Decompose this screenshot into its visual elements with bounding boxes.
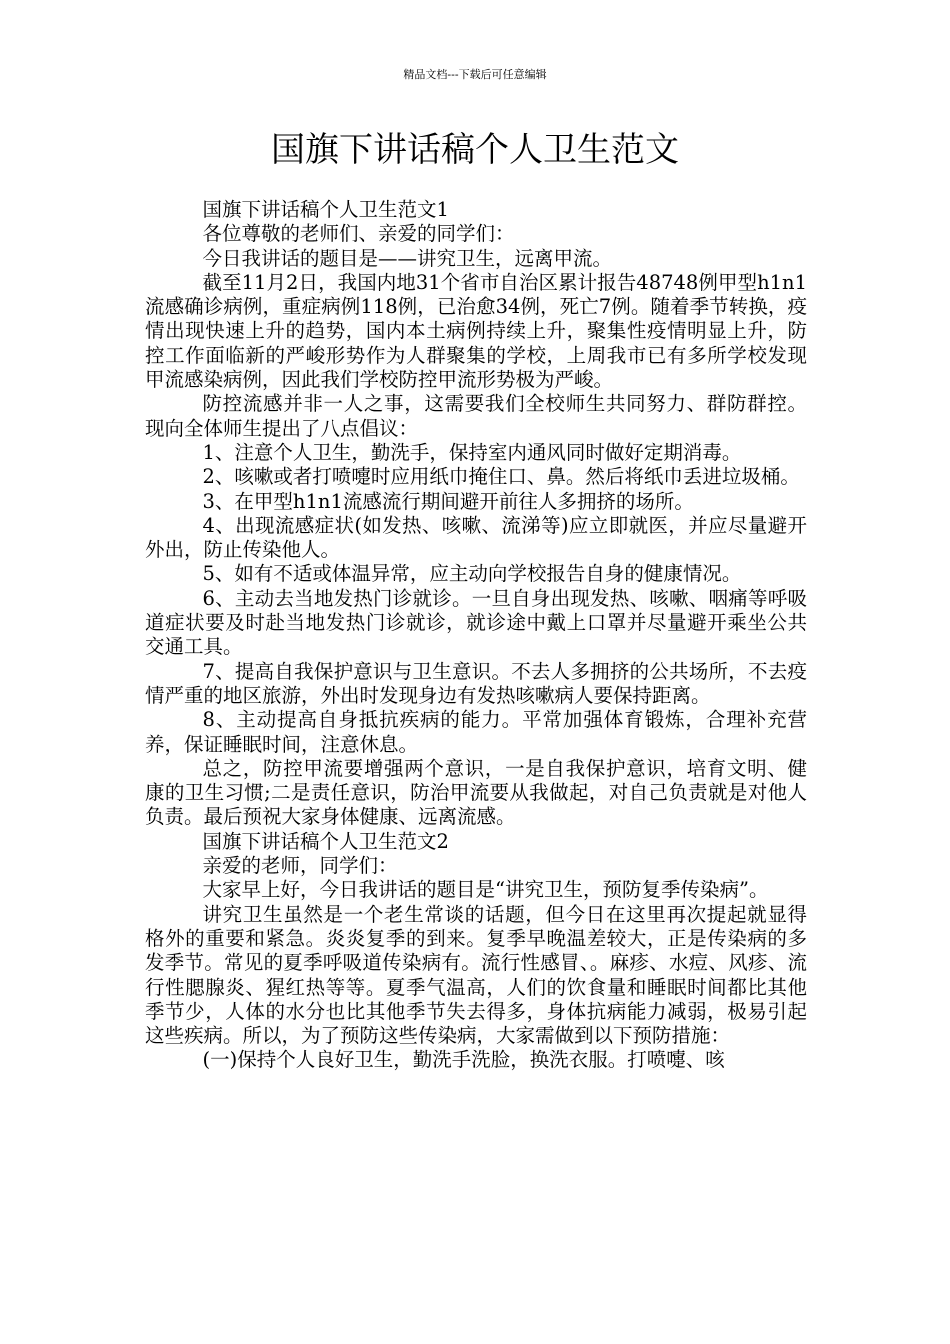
paragraph-section-heading-2: 国旗下讲话稿个人卫生范文2 (202, 829, 449, 853)
paragraph-section-heading-1: 国旗下讲话稿个人卫生范文1 (202, 198, 449, 221)
paragraph-item-3: 3、在甲型h1n1流感流行期间避开前往人多拥挤的场所。 (202, 489, 694, 513)
paragraph-statistics: 截至11月2日，我国内地31个省市自治区累计报告48748例甲型h1n1流感确诊病例，重症病例118例，已治愈34例，死亡7例。随着季节转换，疫情出现快速上升的趋势，国内本土病例持续上升，聚集性疫情明显上升，防控工作面临新的严峻形势作为人群聚集的学校，上周我市已有多所学校发现甲流感染病例，因此我们学校防控甲流形势极为严峻。 (145, 270, 807, 392)
header-note: 精品文档---下载后可任意编辑 (403, 68, 547, 81)
paragraph-summary: 总之，防控甲流要增强两个意识，一是自我保护意识，培育文明、健康的卫生习惯;二是责任意识，防治甲流要从我做起，对自己负责就是对他人负责。最后预祝大家身体健康、远离流感。 (145, 756, 807, 829)
document-body (145, 198, 807, 1073)
paragraph-item-1: 1、注意个人卫生，勤洗手，保持室内通风同时做好定期消毒。 (202, 440, 742, 464)
paragraph-item-8: 8、主动提高自身抵抗疾病的能力。平常加强体育锻炼，合理补充营养，保证睡眠时间，注意休息。 (145, 708, 807, 756)
paragraph-salutation-1: 各位尊敬的老师们、亲爱的同学们： (202, 222, 515, 246)
paragraph-salutation-2: 亲爱的老师，同学们： (202, 854, 398, 878)
paragraph-item-5: 5、如有不适或体温异常，应主动向学校报告自身的健康情况。 (202, 562, 742, 586)
paragraph-topic-2: 大家早上好，今日我讲话的题目是“讲究卫生，预防复季传染病”。 (202, 878, 769, 902)
paragraph-item-4: 4、出现流感症状(如发热、咳嗽、流涕等)应立即就医，并应尽量避开外出，防止传染他人。 (145, 513, 807, 562)
paragraph-topic-1: 今日我讲话的题目是——讲究卫生，远离甲流。 (202, 246, 613, 270)
paragraph-item-2: 2、咳嗽或者打喷嚏时应用纸巾掩住口、鼻。然后将纸巾丢进垃圾桶。 (202, 465, 800, 489)
paragraph-proposal-intro: 防控流感并非一人之事，这需要我们全校师生共同努力、群防群控。现向全体师生提出了八点倡议： (145, 392, 807, 440)
paragraph-item-7: 7、提高自我保护意识与卫生意识。不去人多拥挤的公共场所，不去疫情严重的地区旅游，外出时发现身边有发热咳嗽病人要保持距离。 (145, 659, 807, 707)
paragraph-measure-1: (一)保持个人良好卫生，勤洗手洗脸，换洗衣服。打喷嚏、咳 (202, 1048, 725, 1072)
document-title: 国旗下讲话稿个人卫生范文 (271, 130, 679, 170)
paragraph-summer-diseases: 讲究卫生虽然是一个老生常谈的话题，但今日在这里再次提起就显得格外的重要和紧急。炎炎复季的到来。复季早晚温差较大，正是传染病的多发季节。常见的夏季呼吸道传染病有。流行性感冒、。麻疹、水痘、风疹、流行性腮腺炎、猩红热等等。夏季气温高，人们的饮食量和睡眠时间都比其他季节少，人体的水分也比其他季节失去得多，身体抗病能力减弱，极易引起这些疾病。所以，为了预防这些传染病，大家需做到以下预防措施： (145, 902, 807, 1048)
paragraph-item-6: 6、主动去当地发热门诊就诊。一旦自身出现发热、咳嗽、咽痛等呼吸道症状要及时赴当地发热门诊就诊，就诊途中戴上口罩并尽量避开乘坐公共交通工具。 (145, 586, 807, 659)
